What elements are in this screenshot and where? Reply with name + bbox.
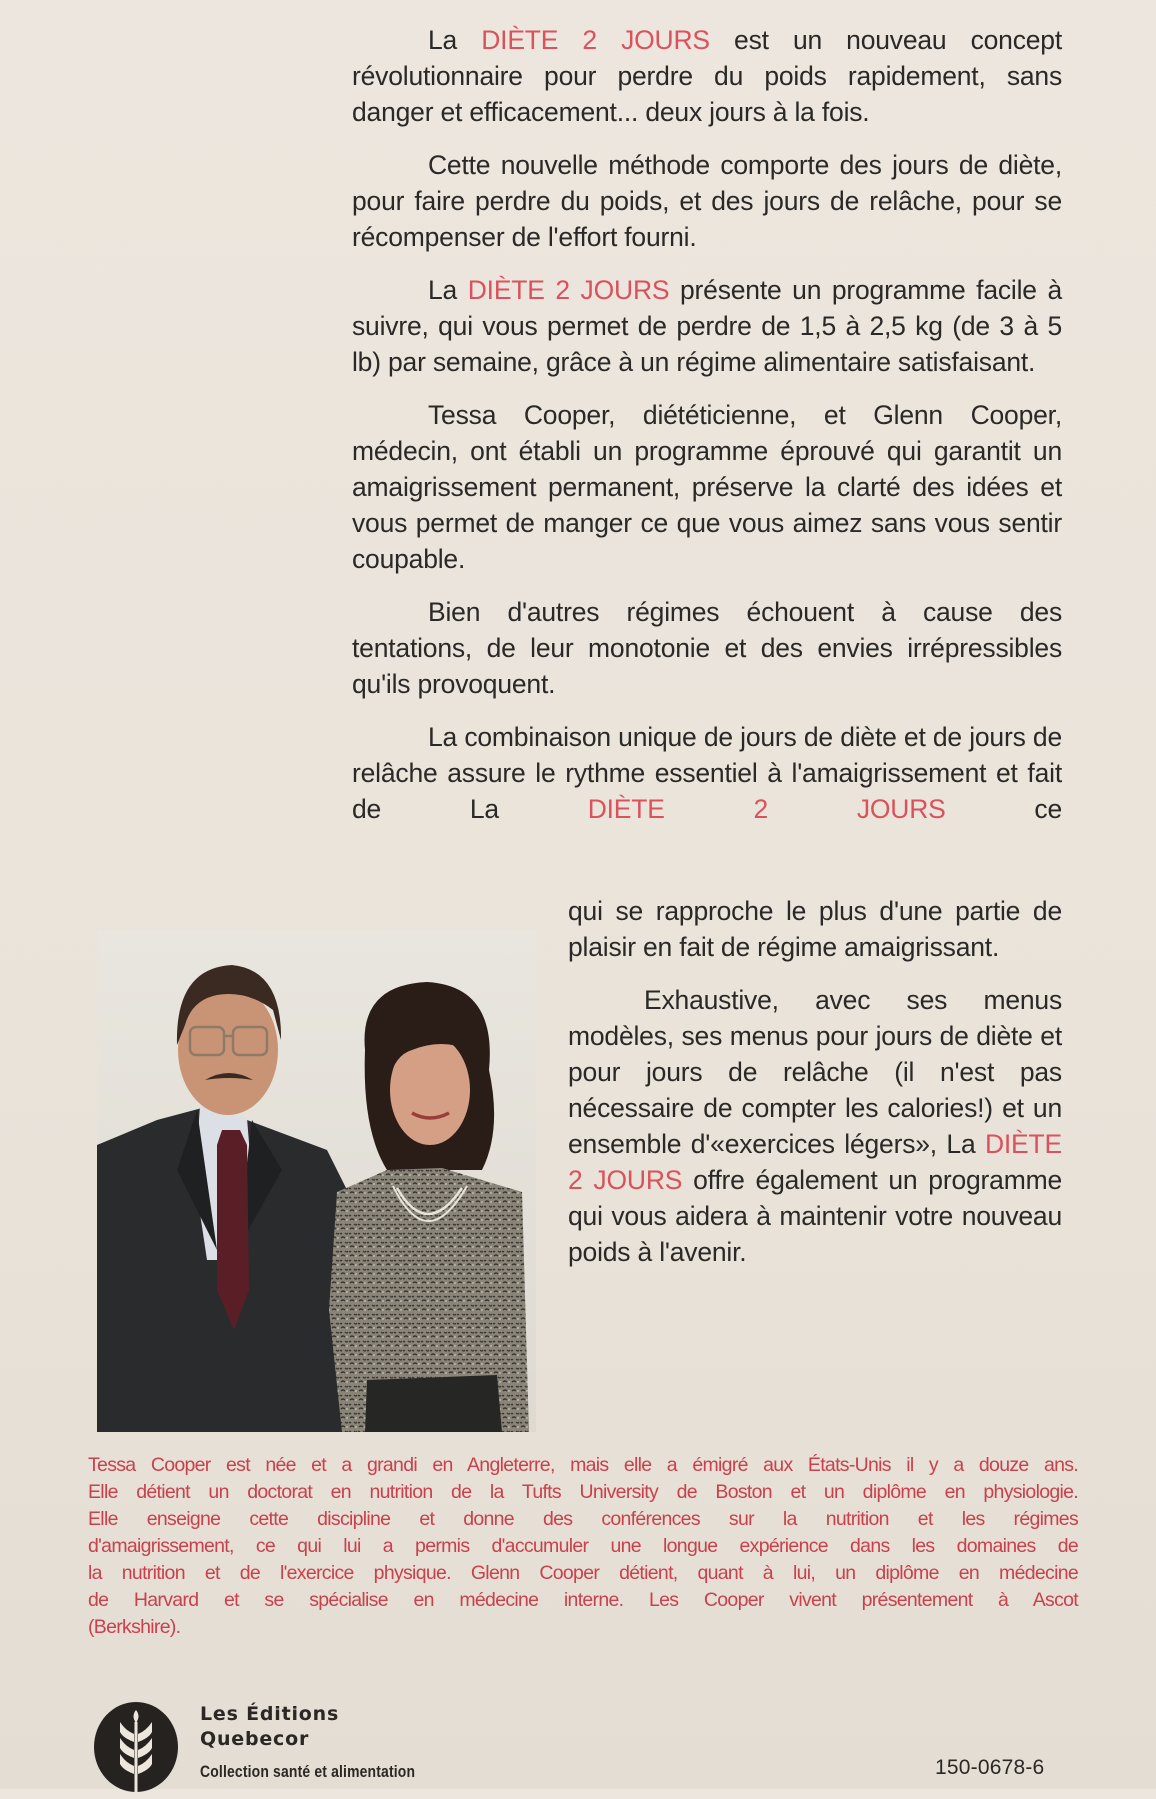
publisher-info	[200, 1702, 462, 1784]
author-biography	[88, 1452, 1078, 1641]
title-highlight: DIÈTE 2 JOURS	[587, 794, 946, 824]
bio-line: d'amaigrissement, ce qui lui a permis d'accumuler une longue expérience dans les domaines de	[88, 1535, 1078, 1557]
author-photo-illustration	[97, 930, 536, 1432]
paragraph-other-diets: Bien d'autres régimes échouent à cause des tentations, de leur monotonie et des envies irrépressibles qu'ils provoquent.	[352, 597, 1062, 699]
blurb-column-side	[568, 893, 1062, 1270]
title-highlight: DIÈTE 2 JOURS	[481, 25, 710, 55]
text: présente un programme facile à suivre, qui vous permet de perdre de 1,5 à 2,5 kg (de 3 à 5 lb) par semaine, grâce à un régime alimentaire satisfaisant.	[352, 275, 1063, 377]
bio-line: la nutrition et de l'exercice physique. Glenn Cooper détient, quant à lui, un diplôme en médecine	[88, 1562, 1078, 1584]
collection-name: Collection santé et alimentation	[200, 1762, 416, 1781]
isbn-number: 150-0678-6	[935, 1756, 1045, 1779]
wheat-icon	[90, 1700, 184, 1794]
bio-line: Tessa Cooper est née et a grandi en Angleterre, mais elle a émigré aux États-Unis il y a douze ans.	[88, 1454, 1078, 1476]
text: est un nouveau concept révolutionnaire pour perdre du poids rapidement, sans danger et efficacement... deux jours à la fois.	[352, 25, 1062, 127]
bio-line: Elle enseigne cette discipline et donne des conférences sur la nutrition et les régimes	[88, 1508, 1078, 1530]
title-highlight: DIÈTE 2 JOURS	[467, 275, 670, 305]
text: ce	[945, 794, 1062, 824]
text: La combinaison unique de jours de diète et de jours de relâche assure le rythme essentiel à l'amaigrissement et fait de La	[352, 722, 1062, 824]
bio-line: de Harvard et se spécialise en médecine interne. Les Cooper vivent présentement à Ascot	[88, 1589, 1078, 1611]
title-highlight: DIÈTE 2 JOURS	[568, 1129, 1062, 1195]
text: Exhaustive, avec ses menus modèles, ses menus pour jours de diète et pour jours de relâche (il n'est pas nécessaire de compter les calories!) et un ensemble d'«exercices légers», La	[568, 985, 1062, 1159]
text: La	[428, 275, 468, 305]
paragraph-combination-continued: qui se rapproche le plus d'une partie de plaisir en fait de régime amaigrissant.	[568, 896, 1062, 962]
paragraph-intro	[352, 22, 1062, 130]
publisher-name-line1: Les Éditions	[200, 1703, 340, 1725]
publisher-name-line2: Quebecor	[200, 1728, 310, 1750]
author-photo	[97, 930, 536, 1432]
paragraph-program	[352, 272, 1062, 380]
paragraph-combination	[352, 719, 1062, 827]
paragraph-authors: Tessa Cooper, diététicienne, et Glenn Cooper, médecin, ont établi un programme éprouvé qui garantit un amaigrissement permanent, préserve la clarté des idées et vous permet de manger ce que vous aimez sans vous sentir coupable.	[352, 400, 1062, 574]
bio-line: (Berkshire).	[88, 1616, 181, 1638]
bio-line: Elle détient un doctorat en nutrition de la Tufts University de Boston et un diplôme en physiologie.	[88, 1481, 1078, 1503]
paragraph-exhaustive	[568, 982, 1062, 1270]
text: offre également un programme qui vous aidera à maintenir votre nouveau poids à l'avenir.	[568, 1165, 1062, 1267]
blurb-column-main	[352, 22, 1062, 827]
text: La	[428, 25, 482, 55]
paragraph-method: Cette nouvelle méthode comporte des jours de diète, pour faire perdre du poids, et des jours de relâche, pour se récompenser de l'effort fourni.	[352, 150, 1062, 252]
